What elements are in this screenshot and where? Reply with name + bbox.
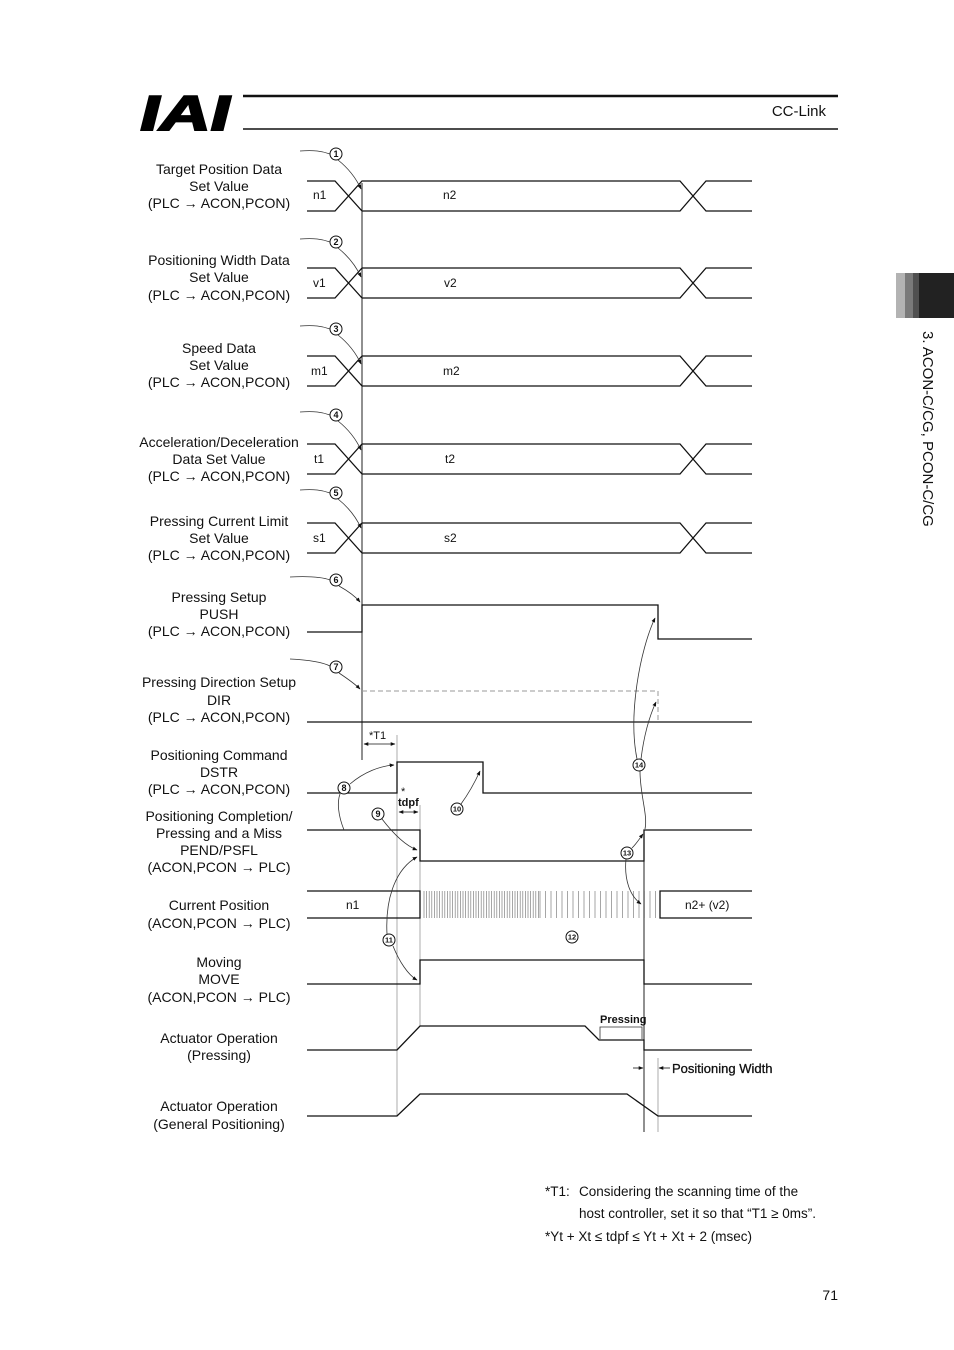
- signal-pend: [145, 808, 752, 875]
- signal-label-line: (ACON,PCON → PLC): [147, 915, 291, 931]
- leader-7-arrow: [339, 673, 360, 689]
- leader-13-arrow-up: [632, 834, 643, 848]
- acceleration-bus-waveform: [307, 444, 752, 474]
- t1-label: *T1: [369, 730, 387, 742]
- step-marker-9: [372, 808, 384, 820]
- step-marker-12: [566, 931, 578, 943]
- actuator-general-waveform: [307, 1094, 752, 1116]
- bus-value-after: m2: [443, 364, 460, 378]
- signal-label-line: Current Position: [168, 897, 270, 913]
- section-title: CC-Link: [771, 103, 826, 120]
- signal-actuator-pressing: [160, 1014, 752, 1063]
- step-marker-10: [451, 803, 463, 815]
- step-marker-number: 2: [333, 237, 339, 247]
- leader-4-in: [300, 412, 330, 415]
- signal-label-line: (ACON,PCON → PLC): [147, 989, 291, 1005]
- signal-label-line: (PLC → ACON,PCON): [147, 468, 291, 484]
- signal-label-line: PUSH: [199, 606, 239, 622]
- target-position-bus-waveform: [307, 181, 752, 211]
- signal-label-line: (ACON,PCON → PLC): [147, 859, 291, 875]
- leader-14-tail: [640, 771, 646, 829]
- signal-label-line: (Pressing): [187, 1047, 251, 1063]
- step-marker-number: 9: [375, 809, 381, 819]
- signal-label-line: Positioning Width Data: [148, 252, 290, 268]
- signal-positioning-width: [148, 252, 752, 303]
- signal-dir: [142, 674, 752, 725]
- leader-7-in: [290, 659, 330, 666]
- leader-3-arrow: [338, 335, 361, 364]
- footnotes: [545, 1184, 816, 1244]
- positioning-width-bus-waveform: [307, 268, 752, 298]
- signal-label-line: Target Position Data: [155, 161, 283, 177]
- bus-value-before: m1: [311, 364, 328, 378]
- signal-label-line: (General Positioning): [153, 1116, 285, 1132]
- leader-8-in: [338, 794, 344, 830]
- leader-5-in: [300, 490, 330, 493]
- position-transition-hatching: [424, 891, 656, 918]
- chapter-tab-strip-mid: [905, 273, 913, 318]
- bus-value-before: t1: [314, 452, 325, 466]
- footnote-t1-key: *T1:: [545, 1184, 570, 1199]
- positioning-width-label: Positioning Width: [672, 1061, 773, 1076]
- signal-label-line: Actuator Operation: [160, 1098, 278, 1114]
- chapter-tab-block: [919, 273, 954, 318]
- signal-label-line: Set Value: [189, 530, 249, 546]
- position-value-after: n2+ (v2): [685, 898, 730, 912]
- signal-label-line: (PLC → ACON,PCON): [147, 547, 291, 563]
- step-marker-14: [633, 759, 645, 771]
- signal-label-line: (PLC → ACON,PCON): [147, 195, 291, 211]
- step-marker-8: [338, 782, 350, 794]
- pend-waveform: [307, 830, 752, 861]
- bus-value-before: s1: [313, 531, 326, 545]
- signal-label-line: (PLC → ACON,PCON): [147, 781, 291, 797]
- step-marker-number: 14: [634, 760, 644, 770]
- pressing-label: Pressing: [600, 1014, 647, 1026]
- leader-3-in: [300, 326, 330, 329]
- step-marker-number: 8: [341, 783, 347, 793]
- signal-label-line: Speed Data: [182, 340, 256, 356]
- signal-label-line: DSTR: [199, 764, 239, 780]
- signal-label-line: (PLC → ACON,PCON): [147, 374, 291, 390]
- signal-current-position: [147, 891, 752, 931]
- bus-value-after: v2: [444, 276, 457, 290]
- tdpf-annotation: [398, 786, 419, 812]
- signal-push: [148, 589, 752, 639]
- push-waveform: [307, 605, 752, 639]
- position-value-before: n1: [346, 898, 360, 912]
- pressing-current-bus-waveform: [307, 523, 752, 553]
- timing-guides: [362, 183, 658, 1132]
- current-position-start-box: [307, 891, 420, 918]
- signal-label-line: Positioning Completion/: [145, 808, 293, 824]
- leader-11-arrow-down: [393, 946, 417, 980]
- tdpf-label: tdpf: [398, 797, 419, 809]
- step-marker-7: [330, 661, 342, 673]
- step-marker-5: [330, 487, 342, 499]
- step-marker-number: 3: [333, 324, 339, 334]
- bus-value-before: n1: [313, 188, 327, 202]
- leader-1-in: [300, 151, 330, 154]
- step-marker-number: 10: [452, 804, 462, 814]
- chapter-tab-strip-light: [896, 273, 905, 318]
- leader-9-arrow: [382, 819, 417, 850]
- tdpf-asterisk: *: [401, 786, 406, 798]
- footnote-t1-line2: host controller, set it so that “T1 ≥ 0ms”.: [579, 1206, 816, 1221]
- speed-bus-waveform: [307, 356, 752, 386]
- chapter-tab-strip-dark: [913, 273, 919, 318]
- bus-value-after: s2: [444, 531, 457, 545]
- signal-label-line: DIR: [206, 692, 232, 708]
- chapter-tab-title: 3. ACON-C/CG, PCON-C/CG: [919, 331, 936, 527]
- iai-logo: IAI: [134, 85, 211, 141]
- signal-label-line: PEND/PSFL: [180, 842, 258, 858]
- signal-label-line: Positioning Command: [150, 747, 288, 763]
- signal-pressing-current: [148, 513, 752, 563]
- pressing-bracket: [600, 1027, 642, 1039]
- signal-label-line: Actuator Operation: [160, 1030, 278, 1046]
- move-waveform: [307, 960, 752, 984]
- page-number: 71: [822, 1287, 838, 1303]
- step-marker-1: [330, 148, 342, 160]
- leader-5-arrow: [338, 499, 361, 528]
- footnote-tdpf: *Yt + Xt ≤ tdpf ≤ Yt + Xt + 2 (msec): [545, 1229, 753, 1244]
- signal-label-line: Set Value: [189, 178, 249, 194]
- leader-1-arrow: [338, 160, 361, 189]
- step-leader-lines: [290, 151, 656, 980]
- page-header: [134, 86, 838, 141]
- chapter-tab: [896, 273, 954, 527]
- signal-acceleration: [139, 434, 752, 484]
- step-marker-2: [330, 236, 342, 248]
- step-marker-number: 6: [333, 575, 339, 585]
- signal-label-line: Data Set Value: [172, 451, 266, 467]
- signal-actuator-general: [153, 1094, 752, 1132]
- leader-4-arrow: [338, 421, 361, 450]
- bus-value-after: t2: [445, 452, 456, 466]
- leader-2-in: [300, 239, 330, 242]
- leader-14-arrow-dir: [641, 702, 656, 759]
- step-marker-number: 12: [567, 932, 577, 942]
- signal-label-line: Set Value: [189, 357, 249, 373]
- signal-label-line: Set Value: [189, 269, 249, 285]
- step-marker-4: [330, 409, 342, 421]
- leader-6-arrow: [339, 586, 360, 602]
- signal-label-line: Moving: [196, 954, 242, 970]
- step-marker-number: 11: [385, 935, 393, 945]
- dir-optional-level: [362, 691, 658, 722]
- leader-10-arrow: [461, 771, 480, 804]
- step-marker-11: [383, 934, 395, 946]
- signal-label-line: (PLC → ACON,PCON): [147, 623, 291, 639]
- step-marker-6: [330, 574, 342, 586]
- signal-label-line: Pressing and a Miss: [155, 825, 283, 841]
- leader-11-arrow-up: [387, 857, 417, 934]
- signal-speed: [148, 340, 752, 390]
- step-marker-number: 1: [333, 149, 339, 159]
- step-marker-number: 13: [622, 848, 632, 858]
- step-marker-13: [621, 847, 633, 859]
- signal-label-line: Pressing Current Limit: [149, 513, 289, 529]
- step-marker-number: 5: [333, 488, 339, 498]
- footnote-t1-line1: Considering the scanning time of the: [579, 1184, 799, 1199]
- signal-dstr: [148, 747, 752, 797]
- leader-8-arrow: [350, 765, 394, 784]
- signal-label-line: (PLC → ACON,PCON): [147, 709, 291, 725]
- bus-value-after: n2: [443, 188, 457, 202]
- leader-6-in: [290, 577, 330, 580]
- dstr-waveform: [307, 762, 752, 793]
- signal-label-line: Acceleration/Deceleration: [139, 434, 299, 450]
- signal-label-line: MOVE: [198, 971, 240, 987]
- step-marker-3: [330, 323, 342, 335]
- actuator-pressing-waveform: [307, 1026, 752, 1050]
- positioning-width-annotation: [633, 1061, 772, 1076]
- t1-annotation: [364, 730, 395, 744]
- signal-move: [147, 954, 752, 1005]
- bus-value-before: v1: [313, 276, 326, 290]
- signal-label-line: (PLC → ACON,PCON): [147, 287, 291, 303]
- signal-label-line: Pressing Direction Setup: [141, 674, 297, 690]
- signal-target-position: [148, 161, 752, 211]
- step-marker-number: 4: [333, 410, 339, 420]
- step-marker-number: 7: [333, 662, 339, 672]
- signal-label-line: Pressing Setup: [171, 589, 267, 605]
